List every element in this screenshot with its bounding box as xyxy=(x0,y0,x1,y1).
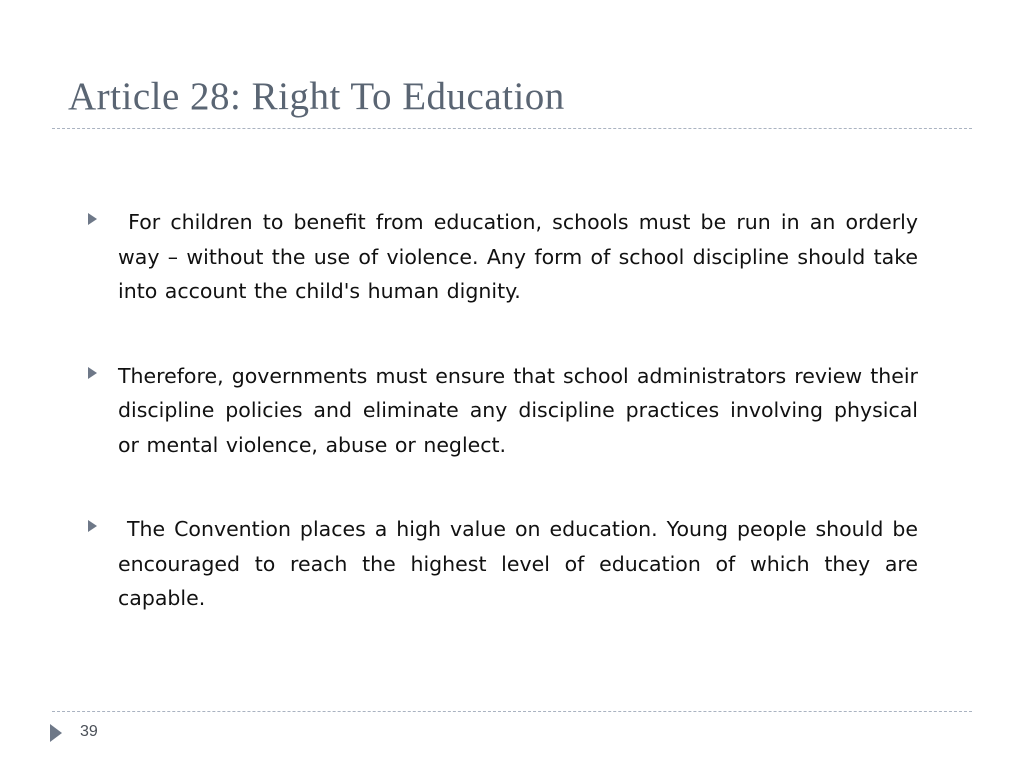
bullet-item xyxy=(84,205,926,309)
triangle-bullet-icon xyxy=(88,213,97,225)
triangle-bullet-icon xyxy=(88,520,97,532)
bullet-item xyxy=(84,512,926,616)
bullet-text: The Convention places a high value on education. Young people should be encouraged to reach the highest level of education of which they are capable. xyxy=(118,517,926,610)
triangle-footer-icon xyxy=(50,724,62,742)
slide-content xyxy=(84,205,926,666)
bullet-text: Therefore, governments must ensure that school administrators review their discipline policies and eliminate any discipline practices involving physical or mental violence, abuse or neglect. xyxy=(118,363,926,457)
title-divider xyxy=(52,128,972,129)
page-number: 39 xyxy=(80,723,98,740)
slide-title: Article 28: Right To Education xyxy=(68,75,565,118)
bullet-item xyxy=(84,359,926,463)
bullet-text: For children to benefit from education, schools must be run in an orderly way – without the use of violence. Any form of school discipline should take into account the child's human dignity. xyxy=(118,210,926,303)
triangle-bullet-icon xyxy=(88,367,97,379)
footer-divider xyxy=(52,711,972,712)
